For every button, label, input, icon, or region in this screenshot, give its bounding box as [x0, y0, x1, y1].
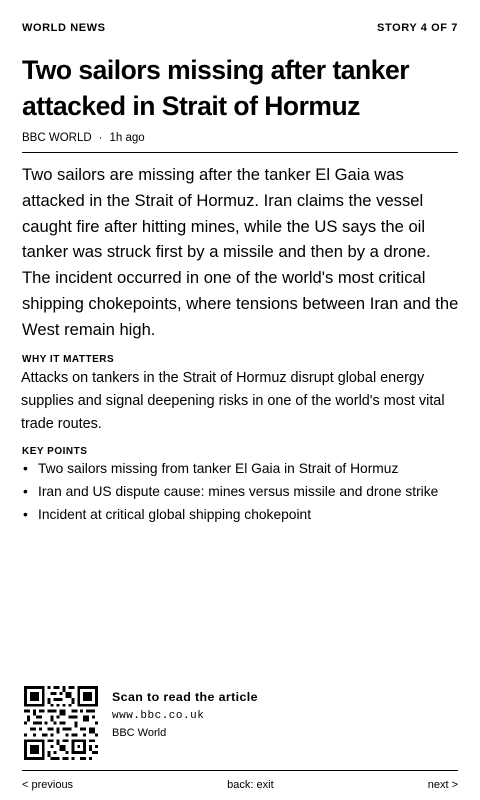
- footer-nav: [22, 779, 458, 791]
- why-it-matters-label: WHY IT MATTERS: [22, 354, 115, 365]
- published-time: 1h ago: [109, 132, 145, 144]
- scan-source: BBC World: [112, 727, 167, 739]
- previous-button[interactable]: < previous: [22, 779, 74, 791]
- scan-cta: Scan to read the article: [112, 690, 258, 704]
- key-point-text: Iran and US dispute cause: mines versus missile and drone strike: [38, 484, 439, 499]
- next-button[interactable]: next >: [427, 779, 458, 791]
- header-divider: [22, 152, 458, 153]
- bullet-icon: •: [23, 461, 28, 476]
- section-label: WORLD NEWS: [22, 22, 106, 34]
- article-headline: Two sailors missing after tanker attacked in Strait of Hormuz: [22, 55, 410, 121]
- key-point-item: [22, 504, 458, 525]
- story-counter: STORY 4 OF 7: [377, 22, 458, 34]
- bullet-icon: •: [23, 484, 28, 499]
- scan-info: [112, 690, 258, 739]
- byline-separator: ·: [98, 132, 103, 144]
- article-lead: Two sailors are missing after the tanker El Gaia was attacked in the Strait of Hormuz. Iran claims the vessel caught fire after hitting mines, while the US says the oil tanker was struck first by a missile and then by a drone. The incident occurred in one of the world's most critical shipping chokepoints, where tensions between Iran and the West remain high.: [22, 165, 459, 339]
- key-point-text: Incident at critical global shipping chokepoint: [38, 507, 312, 522]
- bullet-icon: •: [23, 507, 28, 522]
- key-point-text: Two sailors missing from tanker El Gaia in Strait of Hormuz: [38, 461, 399, 476]
- footer-divider: [22, 770, 458, 771]
- source-name: BBC WORLD: [22, 132, 92, 144]
- qr-code-icon[interactable]: [24, 686, 98, 760]
- key-point-item: [22, 458, 458, 479]
- key-points-label: KEY POINTS: [22, 446, 88, 457]
- key-point-item: [22, 481, 458, 502]
- top-bar: [22, 20, 458, 36]
- article-url: www.bbc.co.uk: [112, 710, 205, 722]
- why-it-matters-text: Attacks on tankers in the Strait of Hormuz disrupt global energy supplies and signal deepening risks in one of the world's most vital trade routes.: [21, 370, 445, 432]
- byline: [22, 132, 145, 144]
- key-points-list: [22, 458, 458, 527]
- exit-button[interactable]: back: exit: [227, 779, 274, 791]
